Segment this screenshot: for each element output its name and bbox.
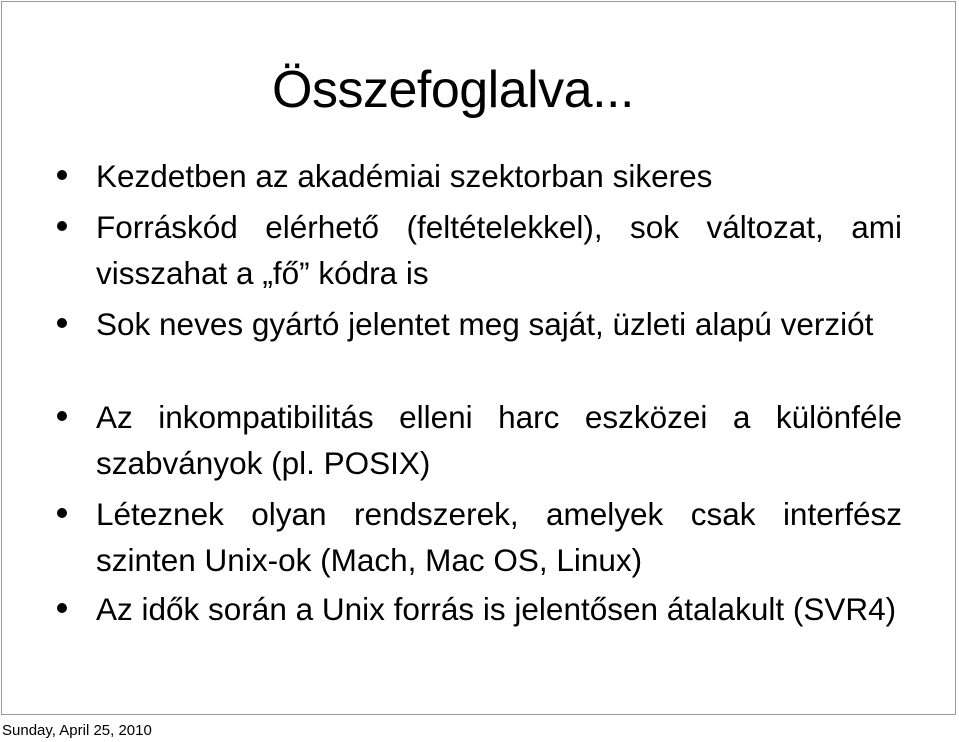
bullet-text: Forráskód elérhető (feltételekkel), sok változat, ami visszahat a „fő” kódra is [96, 209, 902, 291]
bullet-dot-icon [57, 170, 67, 180]
slide-title: Összefoglalva... [272, 61, 634, 119]
bullet-dot-icon [57, 411, 67, 421]
bullet-dot-icon [57, 508, 67, 518]
slide [1, 1, 956, 715]
bullet-text: Az inkompatibilitás elleni harc eszközei a különféle szabványok (pl. POSIX) [96, 399, 902, 481]
bullet-text: Léteznek olyan rendszerek, amelyek csak interfész szinten Unix-ok (Mach, Mac OS, Linux) [96, 496, 902, 578]
bullet-text: Kezdetben az akadémiai szektorban sikeres [96, 158, 713, 194]
bullet-text: Sok neves gyártó jelentet meg saját, üzleti alapú verziót [96, 306, 874, 342]
bullet-dot-icon [57, 221, 67, 231]
footer-date: Sunday, April 25, 2010 [2, 722, 152, 739]
bullet-text: Az idők során a Unix forrás is jelentősen átalakult (SVR4) [96, 591, 897, 627]
bullet-dot-icon [57, 603, 67, 613]
bullet-dot-icon [57, 318, 67, 328]
